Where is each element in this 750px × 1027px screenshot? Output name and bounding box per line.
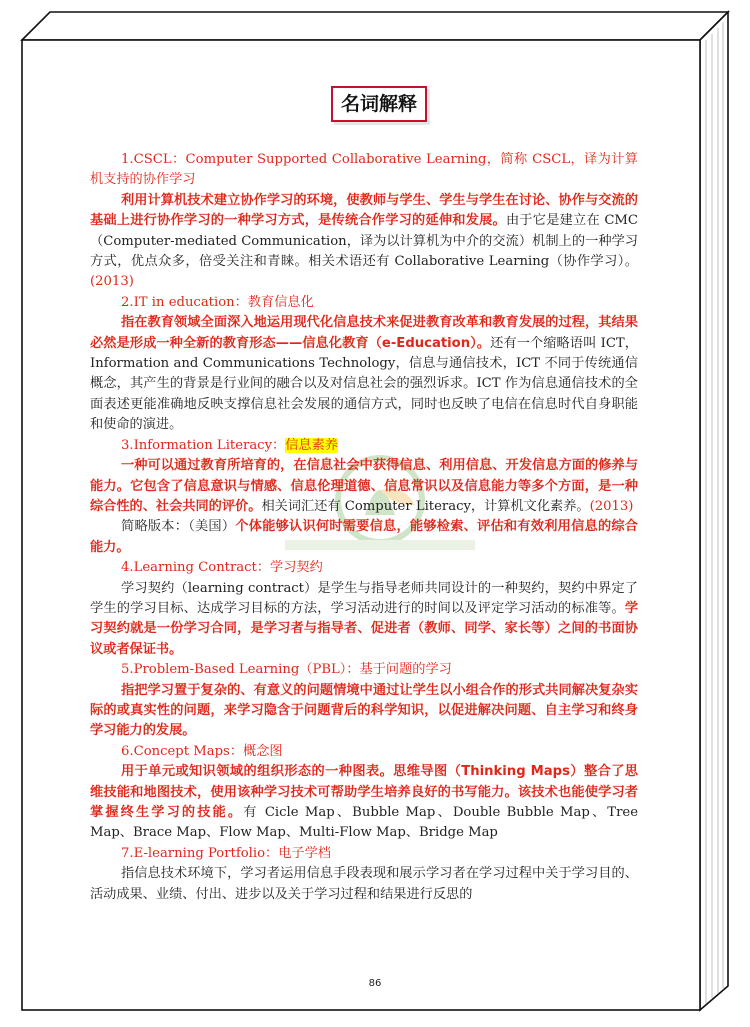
entry-5-definition: 指把学习置于复杂的、有意义的问题情境中通过让学生以小组合作的形式共同解决复杂实际的或真实性的问题，来学习隐含于问题背后的科学知识，以促进解决问题、自主学习和终身学习能力的发展。 — [90, 682, 638, 739]
entry-3-year: (2013) — [589, 498, 634, 514]
entry-5-body — [90, 681, 638, 742]
entry-6-definition: 用于单元或知识领域的组织形态的一种图表。思维导图（Thinking Maps）整合了思维技能和地图技术，使用该种学习技术可帮助学生培养良好的书写能力。该技术也能使学习者掌握终生学习的技能。 — [90, 764, 638, 820]
entry-1-body — [90, 191, 638, 293]
entry-4-definition: 学习契约就是一份学习合同，是学习者与指导者、促进者（教师、同学、家长等）之间的书面协议或者保证书。 — [90, 600, 638, 657]
entry-3-definition: 一种可以通过教育所培育的，在信息社会中获得信息、利用信息、开发信息方面的修养与能力。它包含了信息意识与情感、信息伦理道德、信息常识以及信息能力等多个方面，是一种综合性的、社会共同的评价。 — [90, 458, 638, 514]
entry-6-notes: 有 Cicle Map、Bubble Map、Double Bubble Map、Tree Map、Brace Map、Flow Map、Multi-Flow Map、Bridge Map — [90, 805, 638, 841]
entry-1-definition: 利用计算机技术建立协作学习的环境，使教师与学生、学生与学生在讨论、协作与交流的基础上进行协作学习的一种学习方式，是传统合作学习的延伸和发展。 — [90, 192, 638, 229]
entry-2-definition: 指在教育领域全面深入地运用现代化信息技术来促进教育改革和教育发展的过程，其结果必然是形成一种全新的教育形态——信息化教育（e-Education）。 — [90, 315, 638, 351]
entry-1-notes: 由于它是建立在 CMC（Computer-mediated Communication，译为以计算机为中介的交流）机制上的一种学习方式，优点众多，倍受关注和青睐。相关术语还有 Collaborative Learning（协作学习）。 — [90, 213, 639, 270]
entry-3-notes: 相关词汇还有 Computer Literacy，计算机文化素养。 — [261, 498, 590, 514]
entry-3-heading-term: 3.Information Literacy： — [121, 437, 286, 453]
document-body — [90, 150, 638, 905]
entry-4-body — [90, 579, 638, 661]
entry-5-heading: 5.Problem-Based Learning（PBL）：基于问题的学习 — [121, 662, 452, 678]
entry-7-heading: 7.E-learning Portfolio：电子学档 — [121, 845, 331, 861]
entry-3-body — [90, 456, 638, 517]
entry-6-heading: 6.Concept Maps：概念图 — [121, 743, 283, 759]
entry-2-body — [90, 313, 638, 435]
entry-2-heading: 2.IT in education：教育信息化 — [121, 294, 314, 310]
entry-3-short-label: 简略版本：（美国） — [121, 519, 236, 535]
page-number: 86 — [368, 978, 382, 989]
entry-4-notes: 学习契约（learning contract）是学生与指导老师共同设计的一种契约，契约中界定了学生的学习目标、达成学习目标的方法，学习活动进行的时间以及评定学习活动的标准等。 — [90, 580, 638, 616]
entry-6-body — [90, 762, 638, 844]
entry-1-heading: 1.CSCL：Computer Supported Collaborative Learning，简称 CSCL，译为计算机支持的协作学习 — [90, 152, 638, 188]
entry-1-year: (2013) — [90, 274, 134, 290]
entry-4-heading: 4.Learning Contract：学习契约 — [121, 560, 323, 576]
entry-7-body: 指信息技术环境下，学习者运用信息手段表现和展示学习者在学习过程中关于学习目的、活动成果、业绩、付出、进步以及关于学习过程和结果进行反思的 — [90, 866, 638, 902]
entry-3-short-version — [90, 517, 638, 558]
entry-3-heading — [90, 436, 638, 456]
entry-3-heading-highlight: 信息素养 — [285, 437, 338, 453]
entry-3-short-definition: 个体能够认识何时需要信息，能够检索、评估和有效利用信息的综合能力。 — [90, 519, 638, 555]
entry-2-notes: 还有一个缩略语叫 ICT，Information and Communications Technology，信息与通信技术，ICT 不同于传统通信概念，其产生的背景是行业间的融合以及对信息社会的强烈诉求。ICT 作为信息通信技术的全面表述更能准确地反映支撑信息社会发展的通信方式，同时也反映了电信在信息时代自身职能和使命的演进。 — [90, 335, 638, 433]
page-title: 名词解释 — [331, 86, 427, 122]
